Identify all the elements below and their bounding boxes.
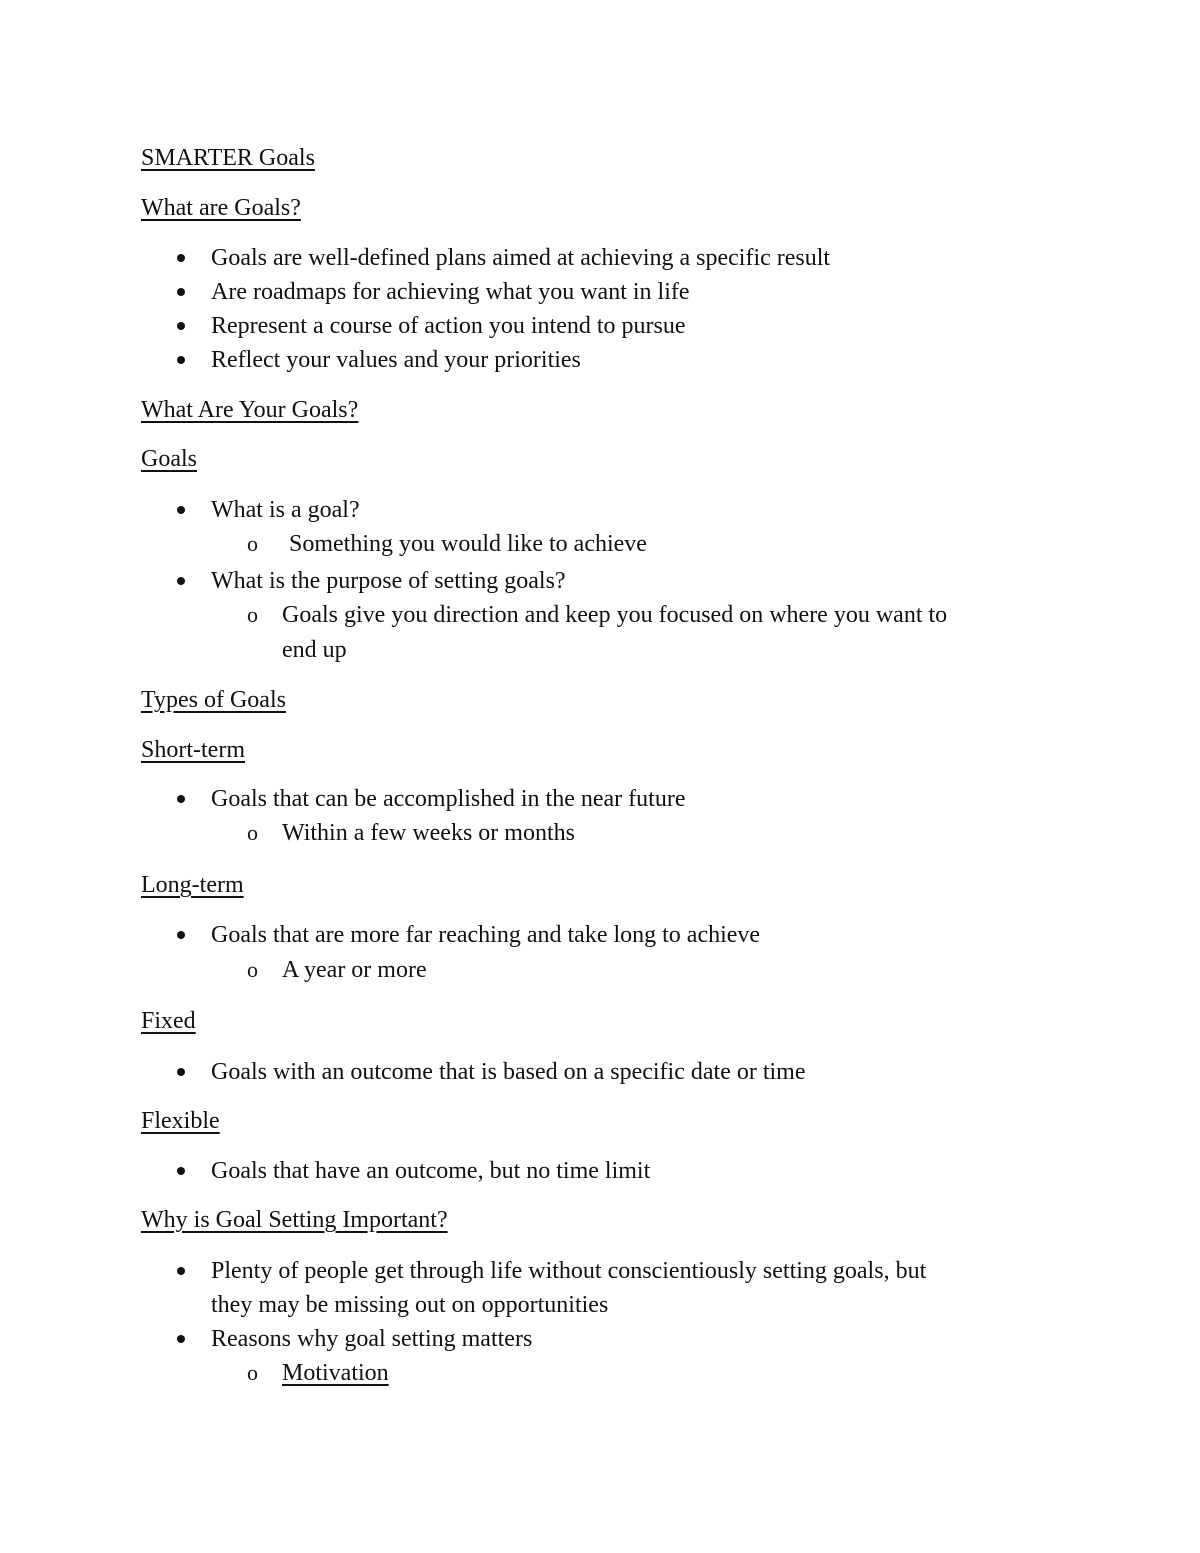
heading-flexible: Flexible <box>141 1108 220 1134</box>
list-item: What is a goal? <box>211 497 360 523</box>
list-item: Goals that can be accomplished in the near future <box>211 786 686 812</box>
heading-types-of-goals: Types of Goals <box>141 687 286 713</box>
bullet-dot <box>177 356 185 364</box>
heading-short-term: Short-term <box>141 737 245 763</box>
bullet-dot <box>177 1167 185 1175</box>
list-item-continued: they may be missing out on opportunities <box>211 1292 609 1318</box>
sub-list-item: Motivation <box>282 1360 389 1386</box>
list-item: Goals are well-defined plans aimed at achieving a specific result <box>211 245 831 271</box>
sub-list-item: Goals give you direction and keep you focused on where you want to <box>282 602 948 628</box>
sub-bullet-circle: o <box>247 531 258 556</box>
heading-long-term: Long-term <box>141 872 244 898</box>
sub-bullet-circle: o <box>247 820 258 845</box>
bullet-dot <box>177 288 185 296</box>
list-item: Represent a course of action you intend to pursue <box>211 313 686 339</box>
list-item: Goals that have an outcome, but no time limit <box>211 1158 651 1184</box>
sub-list-item: A year or more <box>282 957 427 983</box>
sub-list-item: Something you would like to achieve <box>289 531 647 557</box>
bullet-dot <box>177 1335 185 1343</box>
list-item: Goals that are more far reaching and take long to achieve <box>211 922 761 948</box>
bullet-dot <box>177 577 185 585</box>
list-item: Reasons why goal setting matters <box>211 1326 533 1352</box>
bullet-dot <box>177 506 185 514</box>
sub-bullet-circle: o <box>247 602 258 627</box>
heading-what-are-goals: What are Goals? <box>141 195 301 221</box>
sub-bullet-circle: o <box>247 1360 258 1385</box>
list-item: Are roadmaps for achieving what you want in life <box>211 279 690 305</box>
document-title: SMARTER Goals <box>141 145 315 171</box>
bullet-dot <box>177 1267 185 1275</box>
sub-list-item: Within a few weeks or months <box>282 820 575 846</box>
heading-why-important: Why is Goal Setting Important? <box>141 1207 448 1233</box>
heading-fixed: Fixed <box>141 1008 196 1034</box>
bullet-dot <box>177 254 185 262</box>
heading-what-are-your-goals: What Are Your Goals? <box>141 397 359 423</box>
list-item: Plenty of people get through life without conscientiously setting goals, but <box>211 1258 927 1284</box>
heading-goals: Goals <box>141 446 197 472</box>
sub-list-item-continued: end up <box>282 637 347 663</box>
bullet-dot <box>177 1068 185 1076</box>
bullet-dot <box>177 322 185 330</box>
list-item: Goals with an outcome that is based on a specific date or time <box>211 1059 806 1085</box>
bullet-dot <box>177 931 185 939</box>
list-item: Reflect your values and your priorities <box>211 347 581 373</box>
list-item: What is the purpose of setting goals? <box>211 568 566 594</box>
sub-bullet-circle: o <box>247 957 258 982</box>
bullet-dot <box>177 795 185 803</box>
